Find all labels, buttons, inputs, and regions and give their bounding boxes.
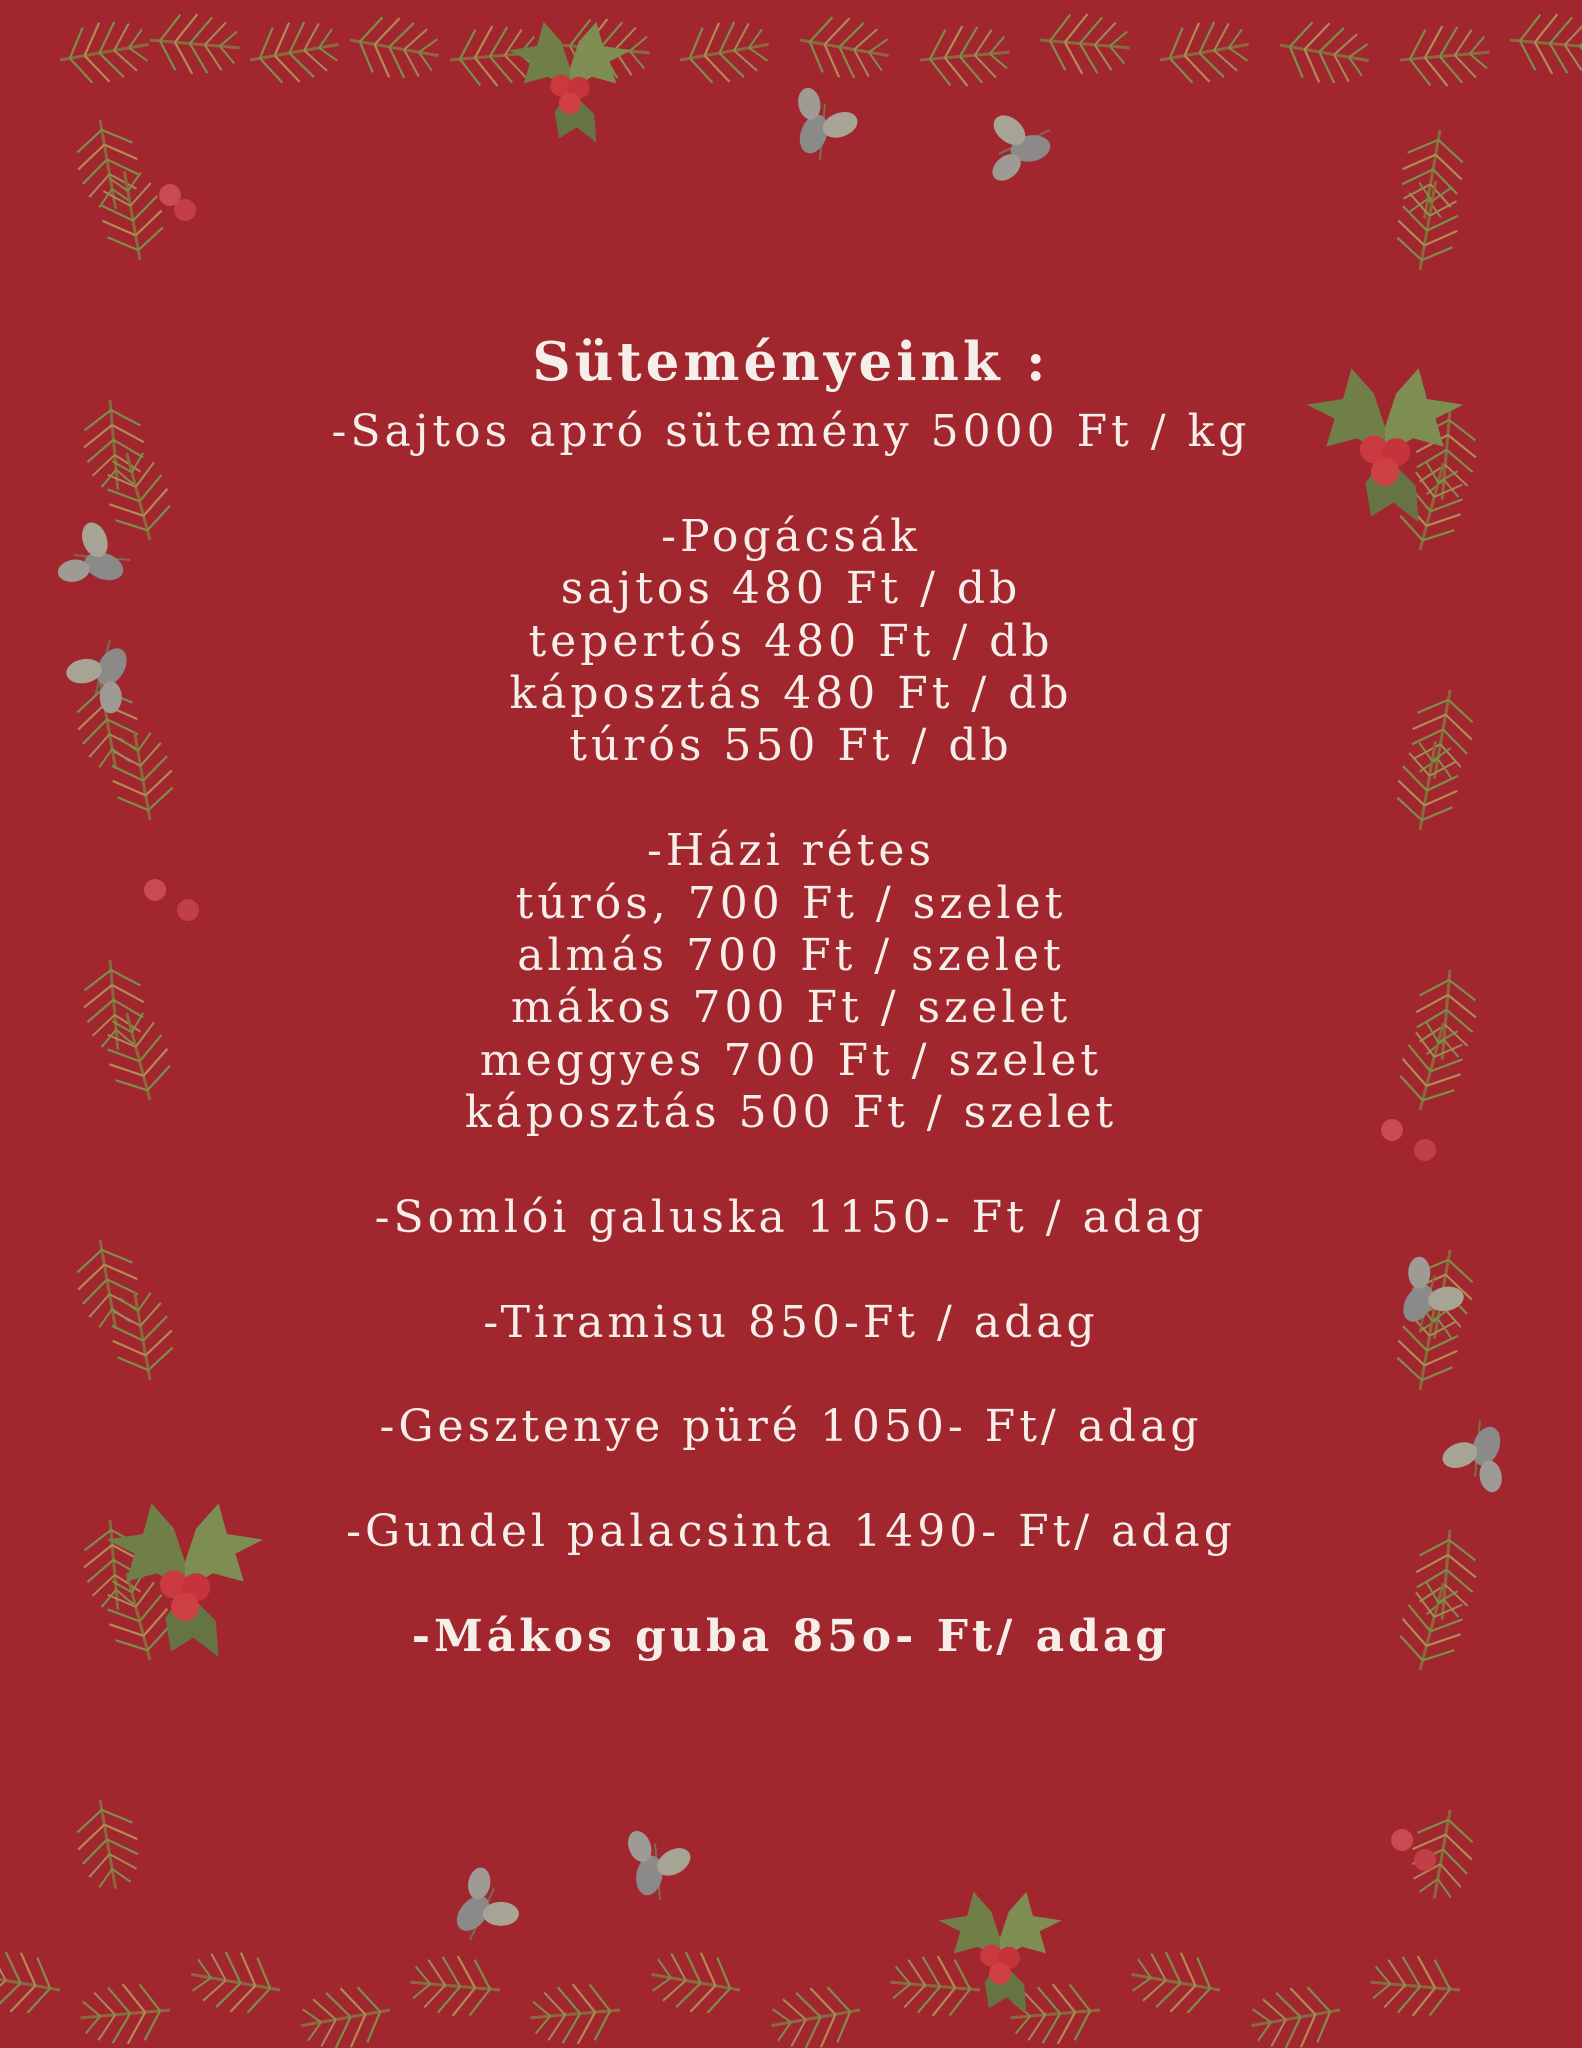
retes-item: meggyes 700 Ft / szelet [479,1034,1103,1086]
retes-item: mákos 700 Ft / szelet [510,982,1072,1034]
pogacsak-item: káposztás 480 Ft / db [509,667,1073,719]
retes-item: káposztás 500 Ft / szelet [464,1087,1118,1139]
retes-item: almás 700 Ft / szelet [517,929,1065,981]
retes-heading: -Házi rétes [646,825,936,877]
pogacsak-item: túrós 550 Ft / db [569,720,1013,772]
left-garland [39,115,263,1894]
bottom-garland [0,1810,1463,2048]
menu-title: Süteményeink : [532,331,1050,393]
menu-item-sajtos-apro: -Sajtos apró sütemény 5000 Ft / kg [331,406,1251,457]
menu-item-tiramisu: -Tiramisu 850-Ft / adag [483,1296,1099,1348]
menu-item-gundel: -Gundel palacsinta 1490- Ft/ adag [346,1506,1236,1558]
menu-card [291,318,1291,1663]
pogacsak-item: tepertós 480 Ft / db [528,615,1054,667]
menu-item-gesztenye: -Gesztenye püré 1050- Ft/ adag [379,1401,1203,1453]
retes-item: túrós, 700 Ft / szelet [515,877,1067,929]
pogacsak-item: sajtos 480 Ft / db [560,563,1022,615]
pogacsak-heading: -Pogácsák [661,510,921,562]
menu-item-somloi: -Somlói galuska 1150- Ft / adag [374,1191,1208,1243]
menu-item-makos-guba: -Mákos guba 85o- Ft/ adag [411,1610,1171,1662]
top-garland [55,10,1582,199]
right-garland [1307,125,1534,1904]
